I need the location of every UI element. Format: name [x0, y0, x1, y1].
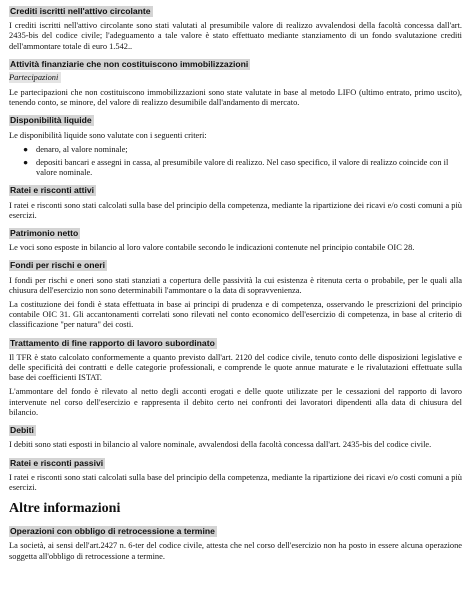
- section-disponibilita-liquide: [9, 115, 462, 178]
- section-attivita-finanziarie: [9, 59, 462, 109]
- paragraph: Le disponibilità liquide sono valutate con i seguenti criteri:: [9, 130, 207, 140]
- section-title: Trattamento di fine rapporto di lavoro subordinato: [10, 337, 215, 348]
- section-crediti: [9, 6, 462, 52]
- list-item-text: denaro, al valore nominale;: [36, 144, 128, 154]
- section-title: Ratei e risconti attivi: [10, 185, 95, 196]
- bullet-icon: ●: [23, 144, 29, 154]
- section-title: Operazioni con obbligo di retrocessione a termine: [10, 526, 215, 537]
- paragraph: L'ammontare del fondo è rilevato al netto degli acconti erogati e delle quote utilizzate per le cessazioni del rapporto di lavoro intervenute nel corso dell'esercizio e rappresenta il debito certo nei confronti dei lavoratori dipendenti alla data di chiusura del bilancio.: [9, 387, 462, 417]
- section-title: Patrimonio netto: [10, 228, 79, 239]
- paragraph: La società, ai sensi dell'art.2427 n. 6-ter del codice civile, attesta che nel corso dell'esercizio non ha posto in essere alcuna operazione soggetta all'obbligo di retrocessione a termine.: [9, 541, 462, 561]
- section-ratei-attivi: [9, 185, 462, 221]
- section-retrocessione: [9, 526, 462, 562]
- section-title: Ratei e risconti passivi: [10, 457, 104, 468]
- paragraph: I fondi per rischi e oneri sono stati stanziati a copertura delle passività la cui esistenza è ritenuta certa o probabile, per le quali alla chiusura dell'esercizio non sono determinabili l'ammontare o la data di sopravvenienza.: [9, 275, 462, 295]
- section-title: Debiti: [10, 425, 34, 436]
- paragraph: Le voci sono esposte in bilancio al loro valore contabile secondo le indicazioni contenute nel principio contabile OIC 28.: [9, 243, 415, 253]
- paragraph: I ratei e risconti sono stati calcolati sulla base del principio della competenza, mediante la ripartizione dei ricavi e/o costi comuni a più esercizi.: [9, 200, 462, 220]
- section-title: Attività finanziarie che non costituiscono immobilizzazioni: [10, 58, 249, 69]
- section-debiti: [9, 425, 462, 450]
- paragraph: I ratei e risconti sono stati calcolati sulla base del principio della competenza, mediante la ripartizione dei ricavi e/o costi comuni a più esercizi.: [9, 472, 462, 492]
- section-title: Fondi per rischi e oneri: [10, 260, 106, 271]
- paragraph: I debiti sono stati esposti in bilancio al valore nominale, avvalendosi della facoltà concessa dall'art. 2435-bis del codice civile.: [9, 440, 432, 450]
- paragraph: La costituzione dei fondi è stata effettuata in base ai principi di prudenza e di competenza, osservando le prescrizioni del principio contabile OIC 31. Gli accantonamenti correlati sono rilevati nel conto economico dell'esercizio di competenza, in base al criterio di classificazione "per natura" dei costi.: [9, 300, 462, 330]
- section-subtitle: Partecipazioni: [9, 72, 61, 83]
- paragraph: I crediti iscritti nell'attivo circolante sono stati valutati al presumibile valore di realizzo avvalendosi della facoltà concessa dall'art. 2435-bis del codice civile; l'adeguamento a tale valore è stato effettuato mediante stanziamento di un fondo svalutazione crediti dell'ammontare totale di euro 1.542..: [9, 21, 462, 51]
- list-item-text: depositi bancari e assegni in cassa, al presumibile valore di realizzo. Nel caso specifico, il valore di realizzo coincide con il valore nominale.: [36, 158, 449, 178]
- section-fondi-rischi: [9, 260, 462, 330]
- section-ratei-passivi: [9, 458, 462, 494]
- section-patrimonio-netto: [9, 228, 462, 253]
- list-item: [23, 158, 462, 178]
- list-item: [23, 145, 462, 155]
- section-title: Crediti iscritti nell'attivo circolante: [10, 6, 151, 16]
- paragraph: Le partecipazioni che non costituiscono immobilizzazioni sono state valutate in base al metodo LIFO (ultimo entrato, primo uscito), tenendo conto, se minore, del valore di realizzo desumibile dall'andamento di mercato.: [9, 88, 462, 108]
- big-heading: Altre informazioni: [9, 501, 121, 517]
- bullet-icon: ●: [23, 158, 29, 168]
- bullet-list: [9, 145, 462, 179]
- section-tfr: [9, 338, 462, 418]
- section-title: Disponibilità liquide: [10, 115, 92, 126]
- document-page: [9, 6, 462, 569]
- paragraph: Il TFR è stato calcolato conformemente a quanto previsto dall'art. 2120 del codice civile, tenuto conto delle disposizioni legislative e delle specificità dei contratti e delle categorie professionali, e comprende le quote annue maturate e le rivalutazioni effettuate sulla base dei coefficienti ISTAT.: [9, 352, 462, 383]
